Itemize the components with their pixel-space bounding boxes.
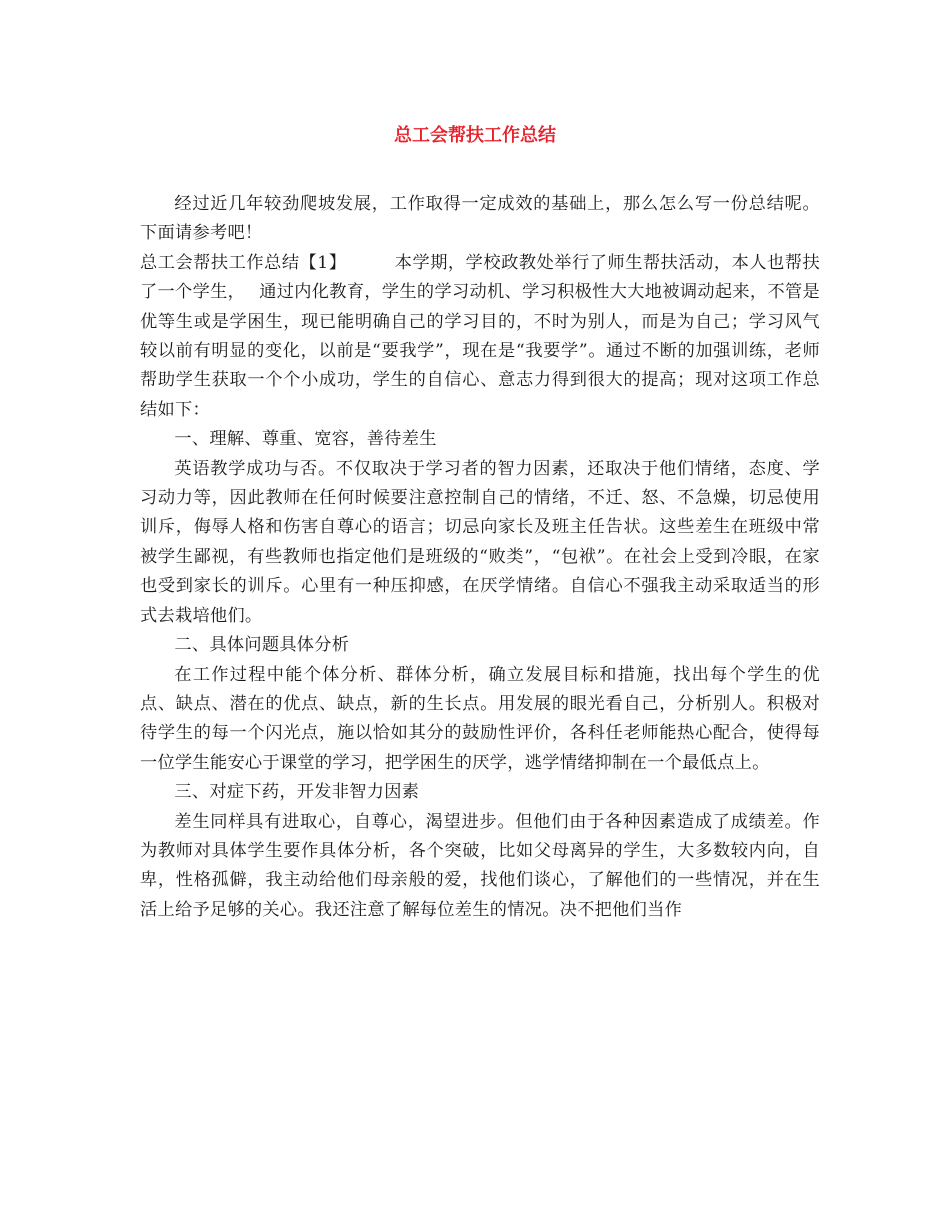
section-lead: 本学期，学校政教处举行了师生帮扶活动，本人也帮扶了一个学生， [140,252,820,303]
paragraph-3: 差生同样具有进取心，自尊心，渴望进步。但他们由于各种因素造成了成绩差。作为教师对具体学生要作具体分析，各个突破，比如父母离异的学生，大多数较内向，自卑，性格孤僻，我主动给他们母亲般的爱，找他们谈心，了解他们的一些情况，并在生活上给予足够的关心。我还注意了解每位差生的情况。决不把他们当作 [140,811,820,920]
heading-3: 三、对症下药，开发非智力因素 [174,782,420,803]
paragraph-1: 英语教学成功与否。不仅取决于学习者的智力因素，还取决于他们情绪，态度、学习动力等，因此教师在任何时候要注意控制自己的情绪，不迁、怒、不急燥，切忌使用训斥，侮辱人格和伤害自尊心的语言；切忌向家长及班主任告状。这些差生在班级中常被学生鄙视，有些教师也指定他们是班级的“败类”，“包袱”。在社会上受到冷眼，在家也受到家长的训斥。心里有一种压抑感，在厌学情绪。自信心不强我主动采取适当的形式去栽培他们。 [140,458,820,626]
heading-2: 二、具体问题具体分析 [174,635,350,656]
section-lead-continued: 通过内化教育，学生的学习动机、学习积极性大大地被调动起来，不管是优等生或是学困生，现已能明确自己的学习目的，不时为别人，而是为自己；学习风气较以前有明显的变化，以前是“要我学”，现在是“我要学”。通过不断的加强训练，老师帮助学生获取一个个小成功，学生的自信心、意志力得到很大的提高；现对这项工作总结如下： [140,282,820,420]
paragraph-2: 在工作过程中能个体分析、群体分析，确立发展目标和措施，找出每个学生的优点、缺点、潜在的优点、缺点，新的生长点。用发展的眼光看自己，分析别人。积极对待学生的每一个闪光点，施以恰如其分的鼓励性评价，各科任老师能热心配合，使得每一位学生能安心于课堂的学习，把学困生的厌学，逃学情绪抑制在一个最低点上。 [140,664,820,773]
section-paragraph [140,249,820,425]
intro-paragraph: 经过近几年较劲爬坡发展，工作取得一定成效的基础上，那么怎么写一份总结呢。下面请参考吧！ [140,194,820,244]
section-heading: 总工会帮扶工作总结【1】 [140,252,347,273]
document-body [140,190,820,925]
document-title: 总工会帮扶工作总结 [394,125,556,146]
heading-1: 一、理解、尊重、宽容，善待差生 [174,429,437,450]
